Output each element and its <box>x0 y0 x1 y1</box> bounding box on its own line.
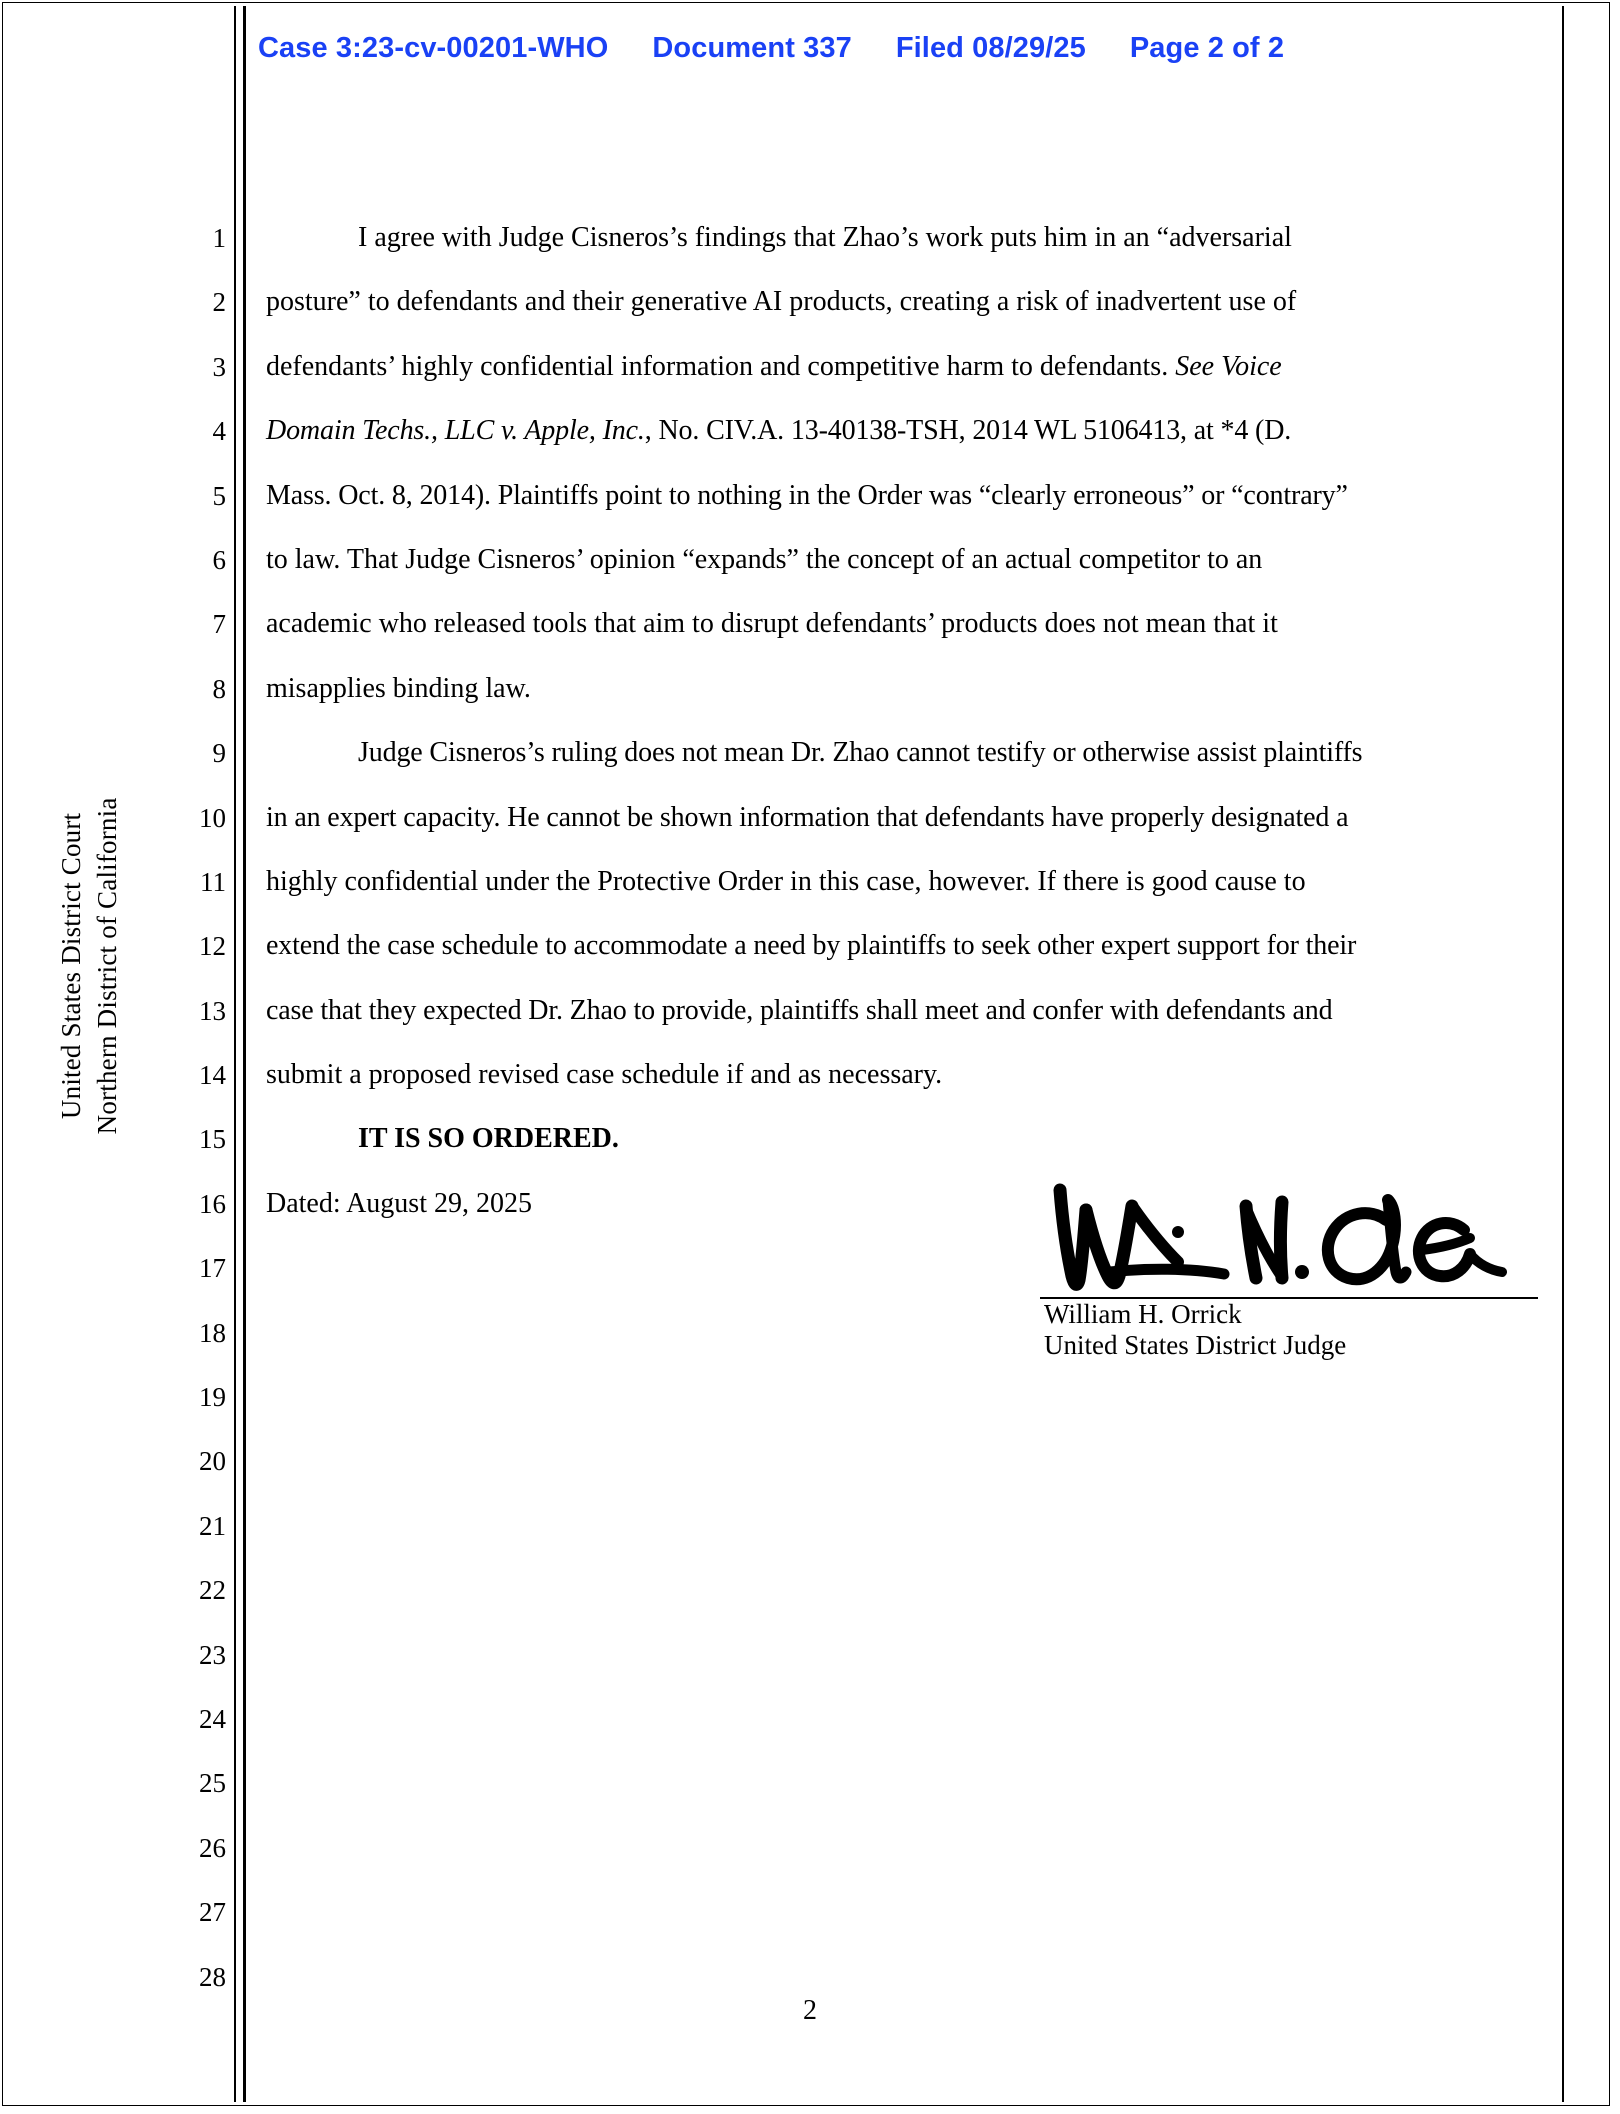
body-line-2 <box>266 270 1551 334</box>
body-line-9 <box>266 721 1551 785</box>
body-line-1-text: I agree with Judge Cisneros’s findings that Zhao’s work puts him in an “adversarial <box>358 222 1292 253</box>
footer-page-number: 2 <box>803 1995 817 2026</box>
body-line-5-text: Mass. Oct. 8, 2014). Plaintiffs point to nothing in the Order was “clearly erroneous” or “contrary” <box>266 479 1348 511</box>
line-number: 25 <box>199 1768 226 1799</box>
line-number: 4 <box>212 416 226 447</box>
body-line-10 <box>266 786 1551 850</box>
line-number: 1 <box>212 223 226 253</box>
court-caption-line-2: Northern District of California <box>92 797 122 1135</box>
signature-block <box>1040 1176 1540 1360</box>
line-number: 19 <box>199 1382 226 1413</box>
header-document-number: Document 337 <box>652 31 852 64</box>
line-number: 18 <box>199 1317 226 1348</box>
body-line-10-text: in an expert capacity. He cannot be shown information that defendants have properly designated a <box>266 801 1349 833</box>
right-margin-rule <box>1562 6 1564 2102</box>
body-line-5 <box>266 464 1551 528</box>
line-number: 26 <box>199 1832 226 1863</box>
body-line-8-text: misapplies binding law. <box>266 672 531 704</box>
left-margin-rule-outer <box>234 6 236 2102</box>
line-number: 20 <box>199 1446 226 1477</box>
body-line-8 <box>266 657 1551 721</box>
court-caption-line-1: United States District Court <box>56 812 87 1120</box>
header-page-of: Page 2 of 2 <box>1129 31 1285 64</box>
line-number: 9 <box>212 738 226 769</box>
line-number: 3 <box>212 351 226 382</box>
court-caption-vertical <box>54 616 126 1316</box>
line-number: 12 <box>199 931 226 962</box>
line-number: 17 <box>199 1253 226 1284</box>
line-number: 28 <box>199 1961 226 1992</box>
line-number-gutter <box>170 206 226 2009</box>
line-number: 21 <box>199 1510 226 1541</box>
body-line-13 <box>266 979 1551 1043</box>
body-line-13-text: case that they expected Dr. Zhao to provide, plaintiffs shall meet and confer with defendants and <box>266 994 1333 1026</box>
line-number: 8 <box>212 673 226 704</box>
line-number: 15 <box>199 1124 226 1155</box>
body-line-14 <box>266 1043 1551 1107</box>
line-number: 2 <box>212 287 226 318</box>
body-line-2-text: posture” to defendants and their generative AI products, creating a risk of inadvertent use of <box>266 286 1297 318</box>
body-line-4 <box>266 399 1551 463</box>
body-line-7-text: academic who released tools that aim to disrupt defendants’ products does not mean that it <box>266 608 1278 640</box>
body-line-7 <box>266 592 1551 656</box>
judge-title: United States District Judge <box>1044 1329 1347 1360</box>
body-line-1 <box>266 206 1551 270</box>
line-number: 11 <box>200 866 226 897</box>
line-number: 5 <box>212 480 226 511</box>
line-number: 10 <box>199 802 226 833</box>
case-citation-name: Domain Techs., LLC v. Apple, Inc. <box>266 415 645 447</box>
body-line-11-text: highly confidential under the Protective Order in this case, however. If there is good cause to <box>266 865 1306 897</box>
dated-line: Dated: August 29, 2025 <box>266 1187 532 1219</box>
line-number: 13 <box>199 995 226 1026</box>
ecf-header-stamp <box>258 26 1378 70</box>
citation-signal-see-voice: See Voice <box>1175 350 1282 382</box>
line-number: 24 <box>199 1703 226 1734</box>
body-line-12-text: extend the case schedule to accommodate a need by plaintiffs to seek other expert support for their <box>266 930 1357 962</box>
line-number: 14 <box>199 1060 226 1091</box>
body-line-12 <box>266 914 1551 978</box>
line-number: 27 <box>199 1897 226 1928</box>
body-line-9-text: Judge Cisneros’s ruling does not mean Dr. Zhao cannot testify or otherwise assist plaintiffs <box>358 737 1363 769</box>
line-number: 16 <box>199 1188 226 1219</box>
it-is-so-ordered: IT IS SO ORDERED. <box>358 1123 619 1155</box>
left-margin-rule-inner <box>243 6 246 2102</box>
judge-name: William H. Orrick <box>1044 1299 1242 1329</box>
line-number: 23 <box>199 1639 226 1670</box>
line-number: 7 <box>212 609 226 640</box>
case-citation-detail: , No. CIV.A. 13-40138-TSH, 2014 WL 5106413, at *4 (D. <box>644 415 1292 447</box>
judge-signature-icon <box>1050 1176 1520 1301</box>
body-line-3-text: defendants’ highly confidential information and competitive harm to defendants. <box>266 350 1176 382</box>
body-line-14-text: submit a proposed revised case schedule if and as necessary. <box>266 1059 943 1091</box>
header-filed-date: Filed 08/29/25 <box>895 31 1086 64</box>
body-line-6-text: to law. That Judge Cisneros’ opinion “expands” the concept of an actual competitor to an <box>266 543 1263 575</box>
body-line-15 <box>266 1107 1551 1171</box>
line-number: 22 <box>199 1575 226 1606</box>
line-number: 6 <box>212 544 226 575</box>
body-line-11 <box>266 850 1551 914</box>
header-case-number: Case 3:23-cv-00201-WHO <box>258 31 609 64</box>
body-line-3 <box>266 335 1551 399</box>
body-line-6 <box>266 528 1551 592</box>
order-body-text <box>266 206 1551 1236</box>
